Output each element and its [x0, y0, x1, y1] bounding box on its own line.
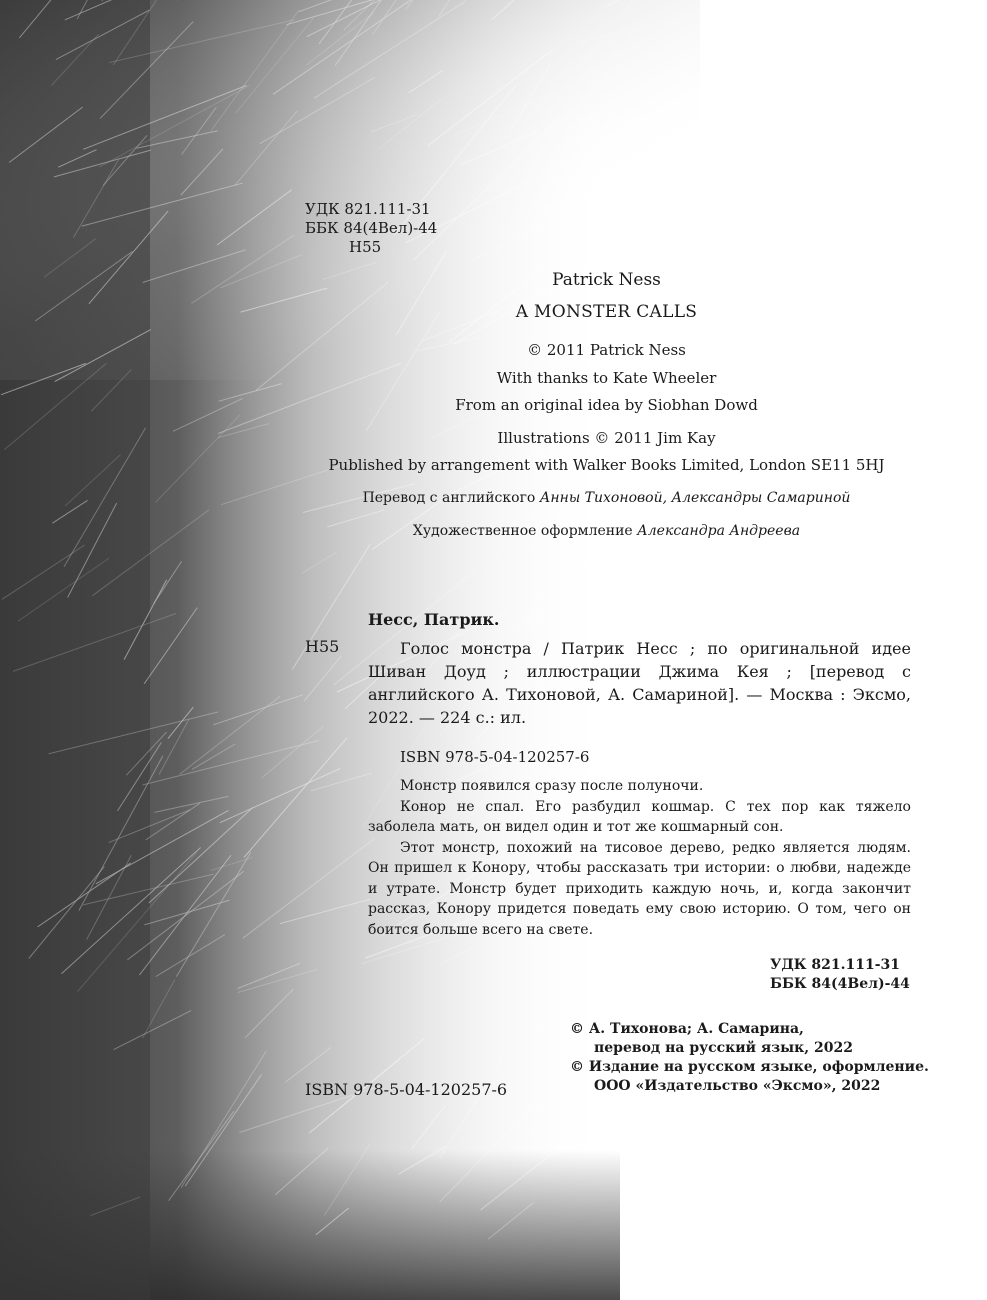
copyright-publisher: ООО «Издательство «Эксмо», 2022 — [594, 1078, 881, 1094]
catalog-isbn: ISBN 978-5-04-120257-6 — [400, 748, 590, 766]
design-prefix: Художественное оформление — [412, 523, 633, 539]
catalog-body-text: Голос монстра / Патрик Несс ; по оригинальной идее Шиван Доуд ; иллюстрации Джима Кея ; [перевод с английского А. Тихоновой, А. Самариной]. — Москва : Эксмо, 2022. — 224 с.: ил. — [368, 639, 911, 727]
designer: Александра Андреева — [637, 523, 801, 539]
design-credit — [300, 523, 913, 539]
english-copyright: © 2011 Patrick Ness — [527, 341, 686, 359]
annotation-paragraph: Этот монстр, похожий на тисовое дерево, редко является людям. Он пришел к Конору, чтобы рассказать три истории: о любви, надежде и утрате. Монстр будет приходить каждую ночь, и, когда закончит рассказ, Конору придется поведать ему свою историю. О том, чего он боится больше всего на свете. — [368, 839, 911, 938]
english-author: Patrick Ness — [552, 270, 661, 290]
udk-code: УДК 821.111-31 — [305, 200, 431, 218]
catalog-description — [368, 637, 911, 729]
english-title: A MONSTER CALLS — [515, 302, 698, 322]
translation-credit — [300, 490, 913, 506]
catalog-author: Несс, Патрик. — [368, 610, 500, 629]
english-thanks: With thanks to Kate Wheeler — [496, 369, 717, 387]
english-idea: From an original idea by Siobhan Dowd — [455, 396, 758, 414]
english-illustrations: Illustrations © 2011 Jim Kay — [497, 429, 716, 447]
catalog-index: Н55 — [305, 637, 340, 656]
english-published: Published by arrangement with Walker Books Limited, London SE11 5HJ — [328, 456, 885, 474]
copyright-translation-detail: перевод на русский язык, 2022 — [594, 1040, 853, 1056]
copyright-block — [570, 1020, 929, 1096]
translators: Анны Тихоновой, Александры Самариной — [539, 490, 851, 506]
bbk-code-bottom: ББК 84(4Вел)-44 — [770, 976, 910, 992]
translation-prefix: Перевод с английского — [362, 490, 536, 506]
annotation-paragraph: Конор не спал. Его разбудил кошмар. С тех пор как тяжело заболела мать, он видел один и тот же кошмарный сон. — [368, 798, 911, 835]
annotation-paragraph: Монстр появился сразу после полуночи. — [400, 778, 704, 794]
bbk-code: ББК 84(4Вел)-44 — [305, 219, 438, 237]
classification-top — [305, 200, 437, 257]
annotation — [368, 776, 911, 940]
udk-code-bottom: УДК 821.111-31 — [770, 957, 901, 973]
bottom-isbn: ISBN 978-5-04-120257-6 — [305, 1080, 508, 1099]
author-mark: Н55 — [349, 238, 382, 256]
copyright-edition: © Издание на русском языке, оформление. — [570, 1059, 929, 1075]
copyright-translation: © А. Тихонова; А. Самарина, — [570, 1021, 804, 1037]
classification-bottom — [770, 956, 910, 994]
